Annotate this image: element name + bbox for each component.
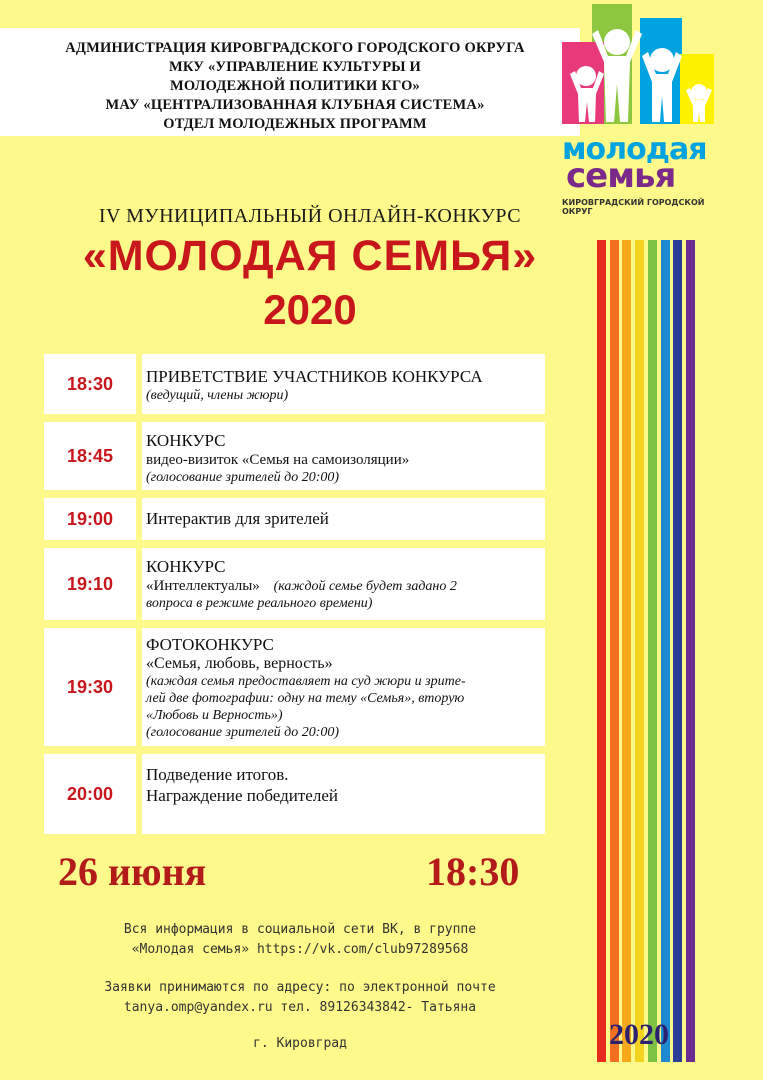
rainbow-stripe (686, 240, 695, 1062)
schedule-description (142, 628, 545, 746)
young-family-logo (562, 4, 732, 219)
schedule-time: 18:30 (44, 354, 136, 414)
rainbow-stripe (661, 240, 670, 1062)
rainbow-stripe (622, 240, 631, 1062)
rainbow-stripe (673, 240, 682, 1062)
schedule-note-line: (голосование зрителей до 20:00) (146, 725, 340, 740)
event-time: 18:30 (426, 849, 520, 894)
schedule-description (142, 354, 545, 414)
org-line-5: ОТДЕЛ МОЛОДЕЖНЫХ ПРОГРАММ (163, 116, 427, 132)
event-date: 26 июня (58, 849, 207, 894)
schedule-time: 19:10 (44, 548, 136, 620)
org-line-2: МКУ «УПРАВЛЕНИЕ КУЛЬТУРЫ И (168, 59, 422, 75)
info-line-4: tanya.omp@yandex.ru тел. 89126343842- Татьяна (123, 1000, 477, 1015)
schedule-title: Интерактив для зрителей (146, 509, 329, 528)
logo-word-2: семья (566, 156, 676, 196)
schedule-note: вопроса в режиме реального времени) (146, 596, 373, 611)
schedule-description (142, 548, 545, 620)
contest-title: «МОЛОДАЯ СЕМЬЯ» (82, 232, 538, 280)
schedule-subtitle: «Семья, любовь, верность» (146, 655, 333, 672)
schedule-subtitle (146, 577, 541, 595)
contest-year: 2020 (263, 286, 357, 333)
rainbow-stripe (648, 240, 657, 1062)
schedule-title-line: Награждение победителей (146, 786, 338, 805)
schedule-title: ПРИВЕТСТВИЕ УЧАСТНИКОВ КОНКУРСА (146, 367, 483, 386)
schedule-description (142, 754, 545, 834)
schedule-note-line: (каждая семья предоставляет на суд жюри и зрите- (146, 674, 466, 689)
schedule-title-line: Подведение итогов. (146, 765, 289, 784)
org-line-1: АДМИНИСТРАЦИЯ КИРОВГРАДСКОГО ГОРОДСКОГО ОКРУГА (65, 40, 525, 56)
schedule-subtitle: видео-визиток «Семья на самоизоляции» (146, 452, 410, 468)
schedule-time: 20:00 (44, 754, 136, 834)
schedule-subtitle-note: (каждой семье будет задано 2 (273, 579, 457, 594)
schedule-title: ФОТОКОНКУРС (146, 635, 274, 654)
logo-word-1: молодая (562, 132, 707, 167)
family-figures-icon (562, 4, 732, 144)
schedule-note: (ведущий, члены жюри) (146, 388, 289, 403)
schedule-description (142, 422, 545, 490)
city: г. Кировград (253, 1036, 347, 1051)
org-line-4: МАУ «ЦЕНТРАЛИЗОВАННАЯ КЛУБНАЯ СИСТЕМА» (105, 97, 485, 113)
info-line-1: Вся информация в социальной сети ВК, в группе (123, 922, 477, 937)
schedule-description (142, 498, 545, 540)
logo-caption: КИРОВГРАДСКИЙ ГОРОДСКОЙ ОКРУГ (562, 198, 705, 216)
rainbow-stripe (610, 240, 619, 1062)
schedule-note-line: «Любовь и Верность») (146, 708, 283, 723)
schedule-time: 19:00 (44, 498, 136, 540)
schedule-title: КОНКУРС (146, 431, 226, 450)
org-line-3: МОЛОДЕЖНОЙ ПОЛИТИКИ КГО» (169, 78, 421, 94)
contest-subtitle: IV МУНИЦИПАЛЬНЫЙ ОНЛАЙН-КОНКУРС (98, 205, 522, 227)
footer-year: 2020 (609, 1018, 669, 1051)
schedule-note-line: лей две фотографии: одну на тему «Семья», вторую (146, 691, 465, 706)
schedule-title: КОНКУРС (146, 557, 226, 576)
info-line-2: «Молодая семья» https://vk.com/club97289568 (131, 942, 469, 957)
info-line-3: Заявки принимаются по адресу: по электронной почте (104, 980, 496, 995)
schedule-time: 18:45 (44, 422, 136, 490)
schedule-time: 19:30 (44, 628, 136, 746)
rainbow-stripe (635, 240, 644, 1062)
rainbow-stripe (597, 240, 606, 1062)
schedule-subtitle-text: «Интеллектуалы» (146, 578, 260, 594)
schedule-note: (голосование зрителей до 20:00) (146, 470, 340, 485)
